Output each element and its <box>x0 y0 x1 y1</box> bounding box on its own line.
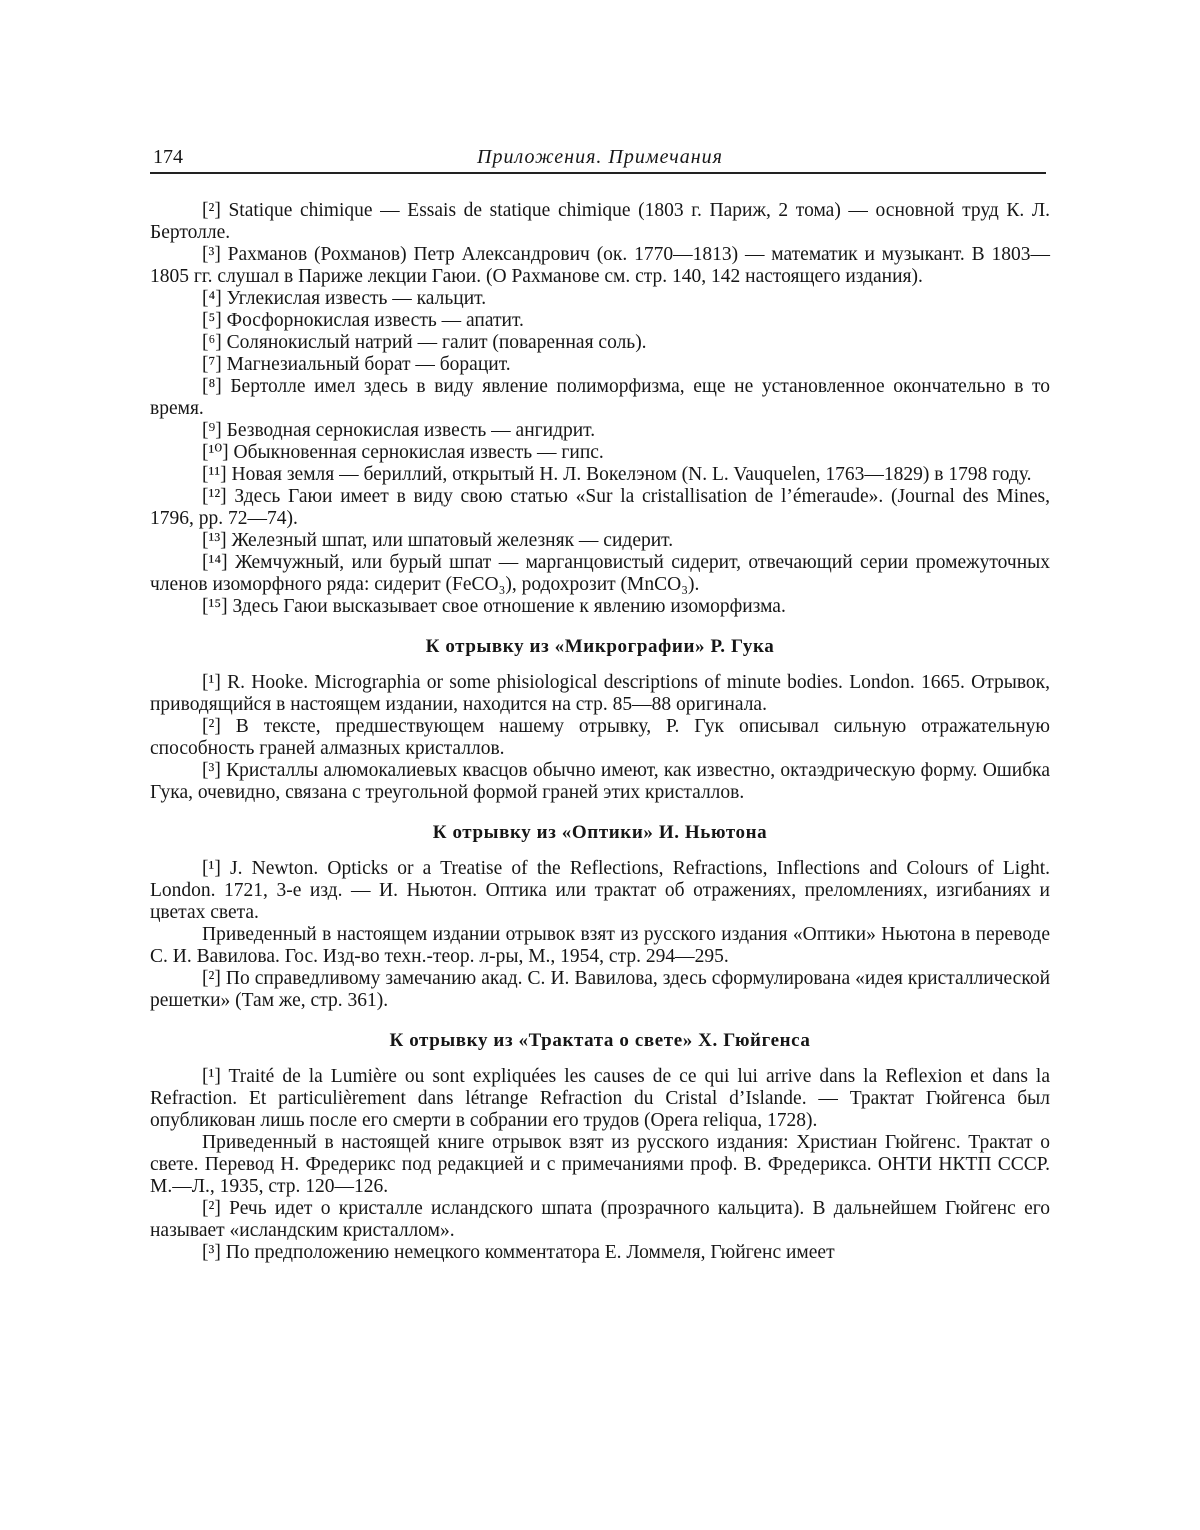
note: [³] Кристаллы алюмокалиевых квасцов обычно имеют, как известно, октаэдрическую форму. Ошибка Гука, очевидно, связана с треугольной формой граней этих кристаллов. <box>150 760 1050 803</box>
page-number: 174 <box>153 146 183 168</box>
note: [³] По предположению немецкого комментатора Е. Ломмеля, Гюйгенс имеет <box>202 1242 835 1263</box>
notes-content <box>150 200 1050 1264</box>
section-heading-newton: К отрывку из «Оптики» И. Ньютона <box>432 822 768 843</box>
note: Приведенный в настоящей книге отрывок взят из русского издания: Христиан Гюйгенс. Трактат о свете. Перевод Н. Фредерикс под редакцией и с примечаниями проф. В. Фредерикса. ОНТИ НКТП СССР. М.—Л., 1935, стр. 120—126. <box>150 1132 1050 1197</box>
note: [⁴] Углекислая известь — кальцит. <box>202 288 487 309</box>
note: [¹] R. Hooke. Micrographia or some phisiological descriptions of minute bodies. London. 1665. Отрывок, приводящийся в настоящем издании, находится на стр. 85—88 оригинала. <box>150 672 1050 715</box>
note: [⁵] Фосфорнокислая известь — апатит. <box>202 310 524 331</box>
note: [²] Statique chimique — Essais de statique chimique (1803 г. Париж, 2 тома) — основной труд К. Л. Бертолле. <box>150 200 1050 243</box>
note: [²] Речь идет о кристалле исландского шпата (прозрачного кальцита). В дальнейшем Гюйгенс его называет «исландским кристаллом». <box>150 1198 1050 1241</box>
note: [¹] Traité de la Lumière ou sont expliquées les causes de ce qui lui arrive dans la Reflexion et dans la Refraction. Et particulièrement dans létrange Refraction du Cristal d’Islande. — Трактат Гюйгенса был опубликован лишь после его смерти в собрании его трудов (Opera reliqua, 1728). <box>150 1066 1050 1131</box>
note: [³] Рахманов (Рохманов) Петр Александрович (ок. 1770—1813) — математик и музыкант. В 1803—1805 гг. слушал в Париже лекции Гаюи. (О Рахманове см. стр. 140, 142 настоящего издания). <box>150 244 1050 287</box>
note: [¹²] Здесь Гаюи имеет в виду свою статью «Sur la cristallisation de l’émeraude». (Journal des Mines, 1796, pp. 72—74). <box>150 486 1050 529</box>
note: [¹] J. Newton. Opticks or a Treatise of the Reflections, Refractions, Inflections and Colours of Light. London. 1721, 3-е изд. — И. Ньютон. Оптика или трактат об отражениях, преломлениях, изгибаниях и цветах света. <box>150 858 1050 923</box>
note: [¹⁵] Здесь Гаюи высказывает свое отношение к явлению изоморфизма. <box>202 596 786 617</box>
note: [¹¹] Новая земля — бериллий, открытый Н. Л. Вокелэном (N. L. Vauquelen, 1763—1829) в 1798 году. <box>202 464 1032 485</box>
note: [⁷] Магнезиальный борат — борацит. <box>202 354 511 375</box>
note: [⁹] Безводная сернокислая известь — ангидрит. <box>202 420 596 441</box>
page-header <box>150 140 1050 170</box>
header-rule <box>150 172 1046 174</box>
note: [²] По справедливому замечанию акад. С. И. Вавилова, здесь сформулирована «идея кристаллической решетки» (Там же, стр. 361). <box>150 968 1050 1011</box>
note: [¹⁴] Жемчужный, или бурый шпат — марганцовистый сидерит, отвечающий серии промежуточных членов изоморфного ряда: сидерит (FeCO₃), родохрозит (MnCO₃). <box>150 552 1050 595</box>
note: [¹⁰] Обыкновенная сернокислая известь — гипс. <box>202 442 604 463</box>
book-page <box>150 140 1050 1264</box>
note: [⁶] Солянокислый натрий — галит (поваренная соль). <box>202 332 647 353</box>
note: [⁸] Бертолле имел здесь в виду явление полиморфизма, еще не установленное окончательно в то время. <box>150 376 1050 419</box>
note: Приведенный в настоящем издании отрывок взят из русского издания «Оптики» Ньютона в переводе С. И. Вавилова. Гос. Изд-во техн.-теор. л-ры, М., 1954, стр. 294—295. <box>150 924 1050 967</box>
note: [¹³] Железный шпат, или шпатовый железняк — сидерит. <box>202 530 674 551</box>
note: [²] В тексте, предшествующем нашему отрывку, Р. Гук описывал сильную отражательную способность граней алмазных кристаллов. <box>150 716 1050 759</box>
section-heading-hooke: К отрывку из «Микрографии» Р. Гука <box>425 636 775 657</box>
section-heading-huygens: К отрывку из «Трактата о свете» Х. Гюйгенса <box>389 1030 811 1051</box>
running-title: Приложения. Примечания <box>477 146 723 168</box>
